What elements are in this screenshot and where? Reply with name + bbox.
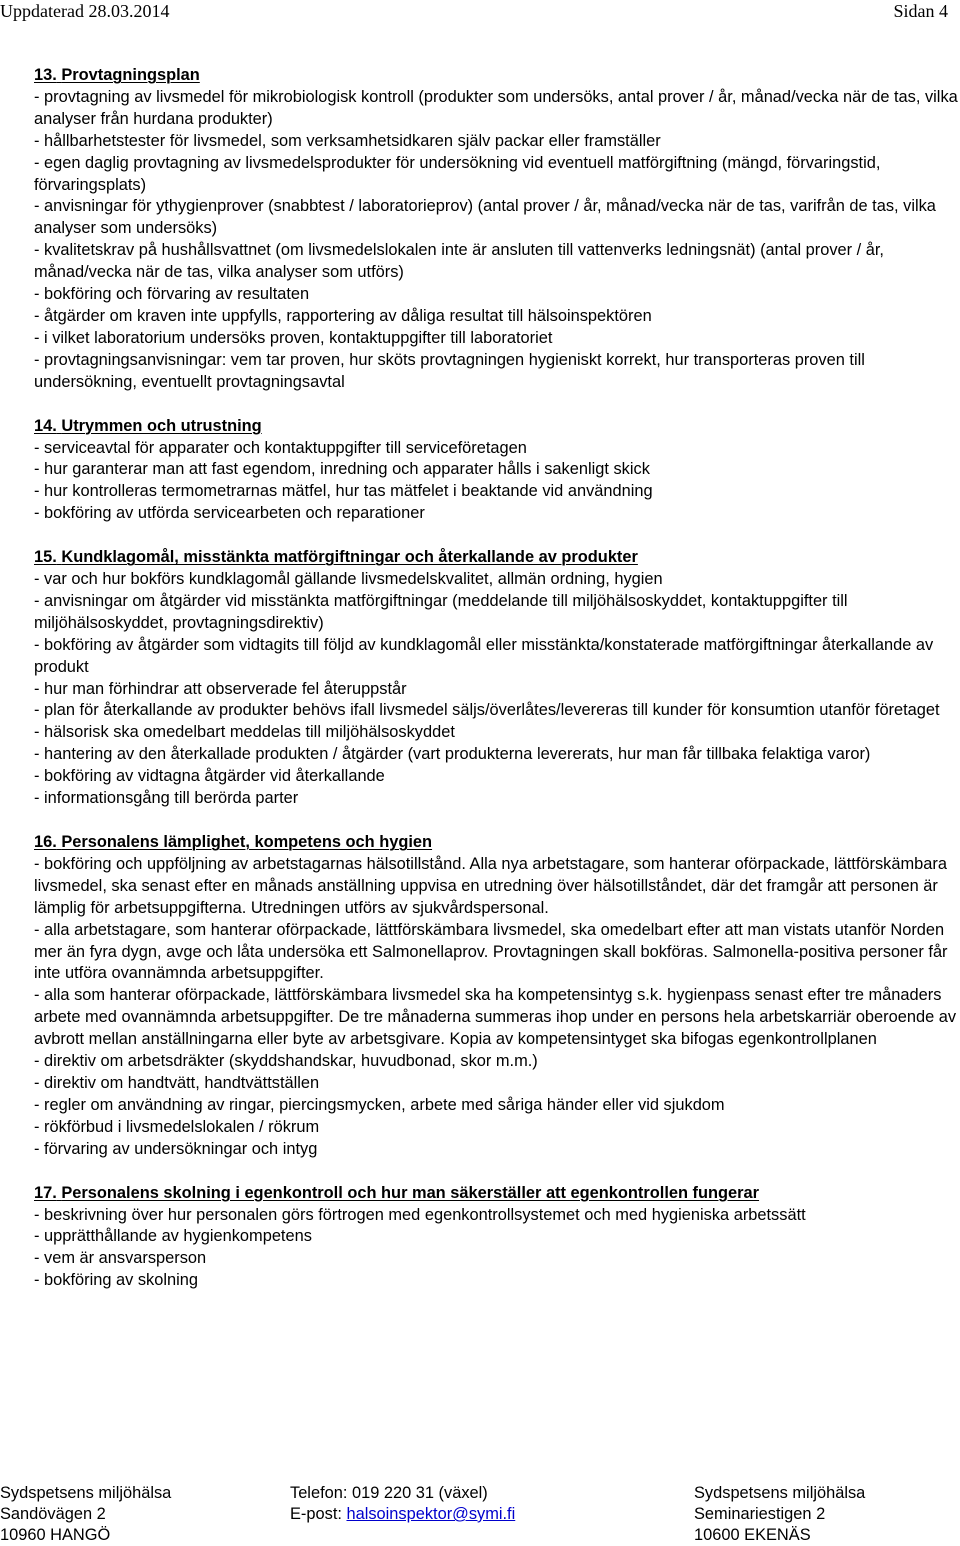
section-number: 16. — [34, 833, 57, 851]
list-item: - åtgärder om kraven inte uppfylls, rapportering av dåliga resultat till hälsoinspektören — [34, 306, 652, 325]
page-header — [0, 0, 960, 22]
section-heading — [34, 65, 960, 87]
footer-address-hango — [0, 1483, 171, 1546]
section-13 — [34, 65, 960, 394]
section-number: 15. — [34, 548, 57, 567]
list-item: - vem är ansvarsperson — [34, 1249, 207, 1268]
section-14 — [34, 416, 960, 526]
footer-email-label: E-post: — [290, 1505, 347, 1523]
list-item: - direktiv om arbetsdräkter (skyddshandskar, huvudbonad, skor m.m.) — [34, 1052, 538, 1071]
section-number: 13. — [34, 66, 57, 84]
list-item: - hälsorisk ska omedelbart meddelas till miljöhälsoskyddet — [34, 723, 455, 742]
footer-org-name: Sydspetsens miljöhälsa — [0, 1484, 172, 1502]
footer-contact — [290, 1483, 515, 1525]
list-item: - egen daglig provtagning av livsmedelsprodukter för undersökning vid eventuell matförgiftning (mängd, förvaringstid, förvaringsplats) — [34, 153, 881, 194]
list-item: - var och hur bokförs kundklagomål gällande livsmedelskvalitet, allmän ordning, hygien — [34, 570, 663, 589]
updated-date: Uppdaterad 28.03.2014 — [0, 1, 170, 21]
section-title: Provtagningsplan — [61, 66, 200, 84]
list-item: - bokföring av åtgärder som vidtagits till följd av kundklagomål eller misstänkta/konstaterade matförgiftningar återkallande av produkt — [34, 635, 934, 676]
list-item: - förvaring av undersökningar och intyg — [34, 1139, 318, 1158]
footer-postal: 10600 EKENÄS — [694, 1526, 811, 1544]
list-item: - bokföring och förvaring av resultaten — [34, 285, 310, 304]
list-item: - beskrivning över hur personalen görs förtrogen med egenkontrollsystemet och med hygieniska arbetssätt — [34, 1205, 806, 1224]
list-item: - provtagning av livsmedel för mikrobiologisk kontroll (produkter som undersöks, antal prover / år, månad/vecka när de tas, vilka analyser från hurdana produkter) — [34, 87, 958, 128]
list-item: - upprätthållande av hygienkompetens — [34, 1227, 312, 1246]
footer-address-ekenas — [694, 1483, 865, 1546]
section-title: Kundklagomål, misstänkta matförgiftningar och återkallande av produkter — [61, 548, 638, 567]
footer-street: Seminariestigen 2 — [694, 1505, 826, 1523]
email-link[interactable]: halsoinspektor@symi.fi — [346, 1505, 516, 1523]
document-body — [34, 65, 960, 1292]
list-item: - hur kontrolleras termometrarnas mätfel, hur tas mätfelet i beaktande vid användning — [34, 482, 653, 501]
list-item: - regler om användning av ringar, piercingsmycken, arbete med såriga händer eller vid sjukdom — [34, 1095, 725, 1114]
list-item: - alla arbetstagare, som hanterar oförpackade, lättförskämbara livsmedel, ska omedelbart efter att man vistats utanför Norden mer än fyra dygn, avge och låta undersöka ett Salmonellaprov. Provtagningen skall bokföras. Salmonella-positiva personer får inte utföra ovannämnda arbetsuppgifter. — [34, 920, 948, 983]
section-heading — [34, 832, 960, 854]
list-item: - bokföring av vidtagna åtgärder vid återkallande — [34, 767, 385, 786]
page-number: Sidan 4 — [893, 1, 948, 21]
list-item: - i vilket laboratorium undersöks proven, kontaktuppgifter till laboratoriet — [34, 328, 553, 347]
section-heading — [34, 416, 960, 438]
list-item: - informationsgång till berörda parter — [34, 789, 299, 808]
section-number: 14. — [34, 416, 57, 435]
list-item: - alla som hanterar oförpackade, lättförskämbara livsmedel ska ha kompetensintyg s.k. hygienpass senast efter tre månaders arbete med ovannämnda arbetsuppgifter. De tre månaderna summeras ihop under en persons hela arbetskarriär oberoende av avbrott mellan anställningarna eller byte av arbetsgivare. Kopia av kompetensintyget ska bifogas egenkontrollplanen — [34, 986, 957, 1049]
section-number: 17. — [34, 1183, 57, 1202]
section-heading — [34, 547, 960, 569]
section-title: Personalens lämplighet, kompetens och hygien — [61, 833, 433, 851]
section-17 — [34, 1183, 960, 1293]
list-item: - bokföring och uppföljning av arbetstagarnas hälsotillstånd. Alla nya arbetstagare, som hanterar oförpackade, lättförskämbara livsmedel, ska senast efter en månads anställning uppvisa en utredning över hälsotillståndet, där det framgår att personen är lämplig för arbetsuppgifterna. Utredningen utförs av sjukvårdspersonal. — [34, 854, 947, 917]
section-title: Personalens skolning i egenkontroll och hur man säkerställer att egenkontrollen fungerar — [61, 1183, 760, 1202]
list-item: - hur man förhindrar att observerade fel återuppstår — [34, 679, 407, 698]
list-item: - hantering av den återkallade produkten / åtgärder (vart produkterna levererats, hur man får tillbaka felaktiga varor) — [34, 745, 871, 764]
section-title: Utrymmen och utrustning — [61, 416, 262, 435]
list-item: - anvisningar för ythygienprover (snabbtest / laboratorieprov) (antal prover / år, månad/vecka när de tas, varifrån de tas, vilka analyser som undersöks) — [34, 197, 936, 238]
list-item: - provtagningsanvisningar: vem tar proven, hur sköts provtagningen hygieniskt korrekt, hur transporteras proven till undersökning, eventuellt provtagningsavtal — [34, 350, 865, 391]
list-item: - serviceavtal för apparater och kontaktuppgifter till serviceföretagen — [34, 438, 527, 457]
list-item: - rökförbud i livsmedelslokalen / rökrum — [34, 1117, 320, 1136]
footer-phone: Telefon: 019 220 31 (växel) — [290, 1484, 488, 1502]
footer-street: Sandövägen 2 — [0, 1505, 106, 1523]
section-16 — [34, 832, 960, 1161]
list-item: - bokföring av skolning — [34, 1271, 198, 1290]
page-footer — [0, 1483, 960, 1544]
footer-org-name: Sydspetsens miljöhälsa — [694, 1484, 866, 1502]
footer-postal: 10960 HANGÖ — [0, 1526, 111, 1544]
list-item: - bokföring av utförda servicearbeten och reparationer — [34, 504, 425, 523]
section-heading — [34, 1183, 960, 1205]
list-item: - direktiv om handtvätt, handtvättställen — [34, 1073, 320, 1092]
footer-email-line — [290, 1504, 515, 1525]
list-item: - plan för återkallande av produkter behövs ifall livsmedel säljs/överlåtes/levereras till kunder för konsumtion utanför företaget — [34, 701, 940, 720]
list-item: - hållbarhetstester för livsmedel, som verksamhetsidkaren själv packar eller framställer — [34, 131, 661, 150]
list-item: - anvisningar om åtgärder vid misstänkta matförgiftningar (meddelande till miljöhälsoskyddet, kontaktuppgifter till miljöhälsoskyddet, provtagningsdirektiv) — [34, 591, 848, 632]
list-item: - hur garanterar man att fast egendom, inredning och apparater hålls i sakenligt skick — [34, 460, 650, 479]
list-item: - kvalitetskrav på hushållsvattnet (om livsmedelslokalen inte är ansluten till vattenverks ledningsnät) (antal prover / år, månad/vecka när de tas, vilka analyser som utförs) — [34, 241, 884, 282]
section-15 — [34, 547, 960, 810]
